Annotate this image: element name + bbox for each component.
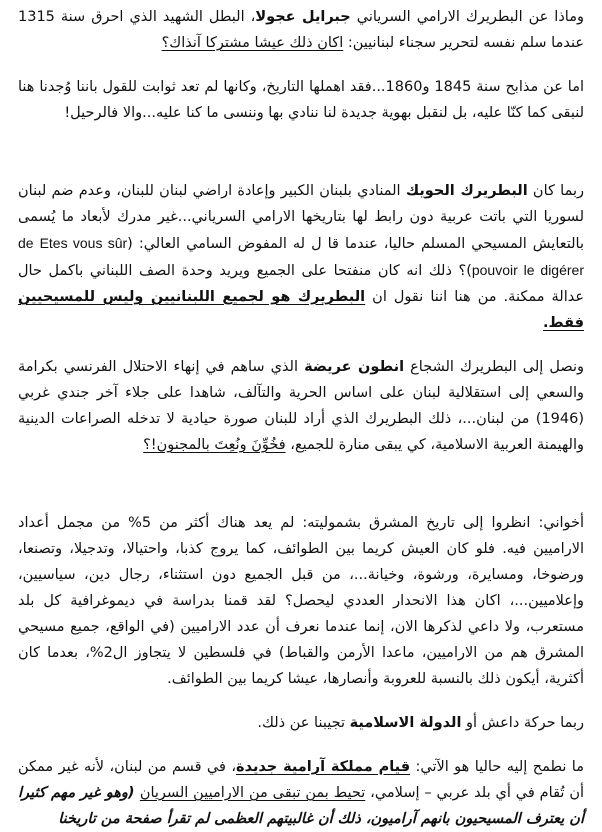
paragraph-aramean-kingdom <box>18 754 584 832</box>
text-segment: )؟ ذلك انه كان منفتحا على الجميع ويريد وحدة الصف اللبناني باكمل حال عدالة ممكنة. من هنا اننا نقول ان <box>18 263 584 305</box>
paragraph-daesh <box>18 710 584 736</box>
paragraph-massacres <box>18 74 584 126</box>
text-segment: ، في قسم من لبنان، لأنه غير ممكن أن تُقام في أي بلد عربي – إسلامي، <box>18 759 585 801</box>
paragraph-howayek <box>18 178 584 336</box>
paragraph-arida <box>18 354 584 458</box>
islamic-state-term: الدولة الاسلامية <box>349 715 462 731</box>
text-segment: وماذا عن البطريرك الارامي السرياني <box>350 9 584 25</box>
italic-statement: (وهو غير مهم كثيرا أن يعترف المسيحيون بانهم آراميون، ذلك أن غالبيتهم العظمى لم تقرأ صفحة من تاريخنا <box>18 785 584 827</box>
text-segment: ربما حركة داعش أو <box>461 715 584 731</box>
underlined-question: اكان ذلك عيشا مشتركا آنذاك؟ <box>161 35 344 51</box>
text-segment: ربما كان <box>527 183 584 199</box>
paragraph-ajoula <box>18 4 584 56</box>
patriarch-name-arida: انطون عريضة <box>304 359 405 375</box>
text-segment: المنادي بلبنان الكبير وإعادة اراضي لبنان للبنان، وعدم ضم لبنان لسوريا التي باتت عربية دون رابط لها بتاريخها الارامي السرياني...غير مدرك لأبعاد ما يُسمى بالتعايش المسيحي المسلم حاليا، عندما قا ل له المفوض السامي العالي: ( <box>18 183 584 252</box>
text-segment: ونصل إلى البطريرك الشجاع <box>404 359 585 375</box>
document-page <box>18 4 584 832</box>
french-quote-part1: Etes vous sûr <box>39 235 128 251</box>
text-segment: أخواني: انظروا إلى تاريخ المشرق بشموليته: لم يعد هناك أكثر من 5% من مجمل أعداد الاراميين فيه. فلو كان العيش كريما بين الطوائف، كما يروج كذبا، واحتيالا، وتدجيلا، وتصنعا، ورضوخا، ومسايرة، ورشوة، وخيانة...، من قبل الجميع دون استثناء، رجال دين، سياسيين، وإعلاميين...، اكان هذا الانحدار العددي ليحصل؟ لقد قمنا بدراسة في ديموغرافية كل بلد مستعرب، ولا داعي لذكرها الان، إنما عندما نعرف أن عدد الاراميين (في الواقع، جميع مسيحي المشرق هم من الاراميين، ماعدا الأرمن والقباط) في فلسطين لا يتجاوز ال2%، بعدما كان أكثرية، أيكون ذلك بالنسبة للعروبة وأنصارها، عيشا كريما بين الطوائف. <box>18 515 584 687</box>
text-segment: اما عن مذابح سنة 1845 و1860...فقد اهملها التاريخ، وكانها لم تعد ثوابت للقول باننا وُجدنا هنا لنبقى كما كنّا عليه، بل لنقبل بهوية جديدة لنا ننادي بها وننسى ما كنا عليه...والا فالرحيل! <box>18 79 584 121</box>
patriarch-name-ajoula: جبرايل عجولا <box>255 9 351 25</box>
aramean-kingdom-phrase: قيام مملكة آرامية جديدة <box>236 759 411 775</box>
paragraph-demography <box>18 510 584 692</box>
text-segment: تجيبنا عن ذلك. <box>257 715 350 731</box>
underlined-phrase: تحيط بمن تبقى من الاراميين السريان <box>139 785 366 801</box>
french-quote-part2: de pouvoir le digérer <box>18 235 584 278</box>
text-segment: ، البطل الشهيد الذي احرق سنة 1315 عندما سلم نفسه لتحرير سجناء لبنانيين: <box>18 9 584 51</box>
underlined-statement: البطريرك هو لجميع اللبنانيين وليس للمسيحيين فقط. <box>18 289 584 331</box>
patriarch-name-howayek: البطريرك الحويك <box>405 183 528 199</box>
text-segment: ما نطمح إليه حاليا هو الآتي: <box>410 759 584 775</box>
underlined-phrase: فخُوِّنَ ونُعِتَ بالمجنون!؟ <box>143 437 286 453</box>
text-segment: الذي ساهم في إنهاء الاحتلال الفرنسي بكرامة والسعي إلى استقلالية لبنان على اساس الحرية والتآلف، شاهدا على جلاء آخر جندي غربي (1946) من لبنان...، ذلك البطريرك الذي أراد للبنان صورة حيادية لا تدخله الصراعات الدينية والهيمنة العربية الاسلامية، كي يبقى منارة للجميع، <box>18 359 584 453</box>
